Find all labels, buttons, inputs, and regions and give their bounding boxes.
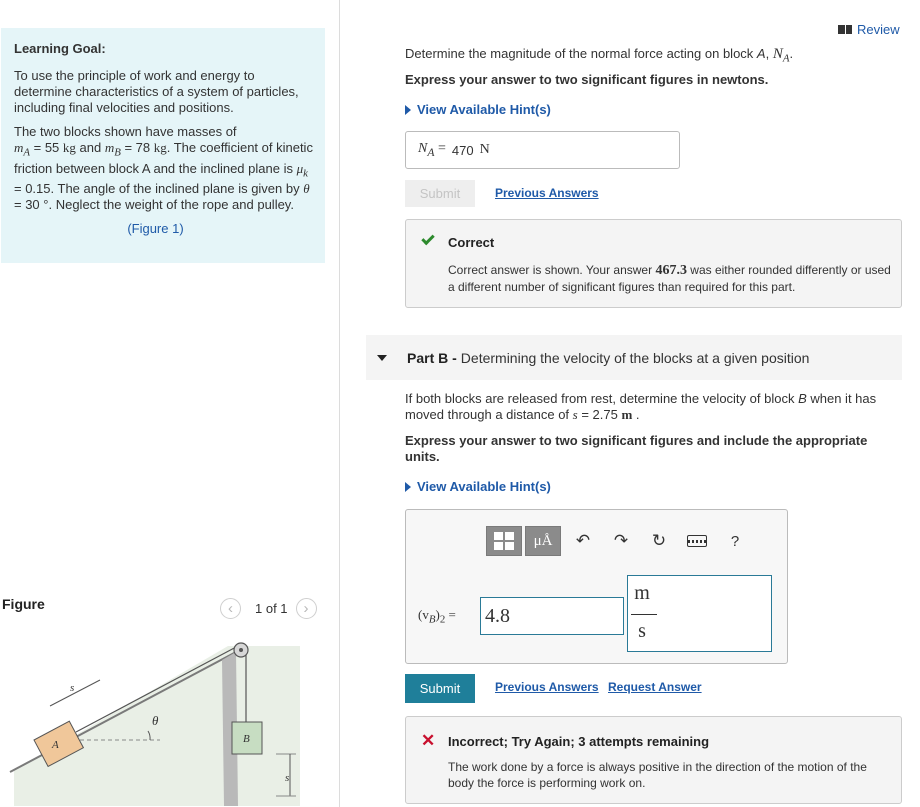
answer-a-var-symbol: N: [418, 141, 428, 157]
s-label-vertical: s: [285, 772, 290, 784]
var-close: ): [435, 607, 440, 622]
part-b-prompt-end: .: [632, 407, 640, 422]
var-sub: B: [428, 613, 436, 626]
answer-a-unit: N: [479, 142, 490, 157]
mass-a-symbol: m: [14, 140, 24, 155]
learning-goal-heading: Learning Goal:: [14, 41, 106, 56]
velocity-value-input[interactable]: 4.8: [480, 597, 624, 635]
answer-a-variable: [418, 141, 446, 159]
var-open: (v: [418, 607, 429, 622]
theta-label: θ: [152, 713, 159, 728]
feedback-incorrect-message: The work done by a force is always positive in the direction of the motion of the body the force is performing work on.: [448, 760, 867, 790]
unit-fraction-bar: [631, 614, 657, 615]
mu-symbol: μ: [296, 160, 304, 176]
checkmark-icon: [421, 232, 434, 245]
caret-right-icon: [405, 482, 411, 492]
feedback-incorrect-title: Incorrect; Try Again; 3 attempts remaining: [448, 734, 710, 749]
units-icon: μÅ: [533, 532, 553, 549]
mass-b-value: = 78: [120, 140, 154, 155]
part-b-feedback: [405, 716, 902, 804]
part-a-hints-label: View Available Hint(s): [417, 102, 551, 117]
theta-symbol: θ: [303, 181, 310, 197]
normal-force-symbol: N: [772, 46, 783, 62]
request-answer-link[interactable]: Request Answer: [608, 680, 702, 694]
units-button[interactable]: [525, 526, 561, 556]
prev-figure-button[interactable]: [220, 598, 241, 619]
mass-a-sub: A: [23, 146, 31, 159]
chevron-right-icon: ›: [303, 600, 309, 617]
math-toolbar: [486, 526, 754, 556]
figure-diagram: [0, 636, 330, 806]
desc-text-2: . The coefficient of kinetic friction between block A and the inclined plane is: [14, 140, 313, 176]
part-a-previous-answers-link[interactable]: Previous Answers: [495, 186, 599, 200]
reset-icon: ↻: [651, 531, 667, 550]
feedback-correct-message: [448, 262, 893, 295]
theta-value: = 30 °: [14, 197, 49, 213]
figure-link-wrap: [14, 221, 313, 237]
review-label: Review: [857, 22, 900, 37]
part-a-feedback: [405, 219, 902, 308]
close-x-icon: ✕: [421, 731, 436, 750]
left-panel: [0, 0, 340, 807]
figure-pager: [220, 598, 317, 619]
review-link[interactable]: [838, 22, 900, 37]
templates-icon: [494, 532, 514, 550]
redo-button[interactable]: [602, 526, 640, 556]
feedback-msg-pre: Correct answer is shown. Your answer: [448, 263, 656, 277]
s-label-incline: s: [70, 682, 75, 694]
answer-a-var-sub: A: [427, 145, 435, 159]
part-b-submit-button[interactable]: Submit: [405, 674, 475, 703]
feedback-answer-value: 467.3: [655, 263, 687, 278]
part-b-hints-toggle[interactable]: [405, 479, 551, 494]
help-button[interactable]: [716, 526, 754, 556]
feedback-correct-title: Correct: [448, 235, 495, 250]
desc-text-3: . The angle of the inclined plane is given by: [50, 181, 304, 197]
part-b-prompt: [405, 391, 895, 423]
part-a-sep: ,: [765, 46, 773, 61]
part-b-previous-answers-link[interactable]: Previous Answers: [495, 680, 599, 694]
mass-a-value: = 55: [30, 140, 63, 155]
chevron-left-icon: ‹: [228, 600, 233, 617]
learning-goal-text: To use the principle of work and energy to determine characteristics of a system of particles, including final velocities and positions.: [14, 68, 299, 115]
var-equals: =: [445, 607, 456, 622]
review-icon: [838, 25, 852, 34]
next-figure-button[interactable]: [296, 598, 317, 619]
part-a-block-name: A: [756, 46, 766, 61]
part-b-answer-editor: [405, 509, 788, 664]
answer-a-value: 470: [451, 142, 474, 158]
pager-text: 1 of 1: [255, 601, 288, 616]
caret-down-icon: [377, 355, 387, 361]
feedback-msg-post: was either rounded differently or used a different number of significant figures than required for this part.: [448, 263, 891, 294]
mass-b-symbol: m: [104, 140, 115, 155]
part-b-hints-label: View Available Hint(s): [417, 479, 551, 494]
learning-goal-box: [1, 28, 325, 263]
part-a-hints-toggle[interactable]: [405, 102, 551, 117]
distance-symbol: s: [572, 407, 578, 422]
part-b-instructions: Express your answer to two significant figures and include the appropriate units.: [405, 433, 868, 464]
desc-text-4: . Neglect the weight of the rope and pulley.: [48, 197, 294, 213]
and-text: and: [75, 140, 105, 155]
undo-button[interactable]: [564, 526, 602, 556]
mu-sub: k: [303, 167, 308, 180]
reset-button[interactable]: [640, 526, 678, 556]
unit-denominator: s: [638, 620, 646, 642]
answer-a-equals: =: [434, 141, 446, 157]
part-b-prompt-2: when it has moved through a distance of: [405, 391, 877, 422]
pulley-axle: [239, 648, 243, 652]
part-a-instructions: Express your answer to two significant figures in newtons.: [405, 72, 769, 87]
part-b-header[interactable]: [366, 335, 902, 380]
figure-link[interactable]: (Figure 1): [127, 221, 184, 237]
mu-value: = 0.15: [14, 181, 51, 197]
part-a-prompt-text: Determine the magnitude of the normal force acting on block: [405, 46, 757, 61]
s-dimension-line: [50, 680, 100, 706]
desc-text-1: The two blocks shown have masses of: [14, 124, 237, 139]
part-a-answer-box: [405, 131, 680, 169]
figure-heading: Figure: [2, 596, 45, 612]
help-icon: ?: [730, 532, 740, 550]
normal-force-sub: A: [782, 52, 790, 65]
caret-right-icon: [405, 105, 411, 115]
distance-unit: m: [621, 407, 633, 422]
mass-b-sub: B: [114, 146, 121, 159]
problem-description: [14, 124, 313, 213]
part-a-prompt: [405, 46, 793, 65]
part-b-label: Part B -: [407, 349, 457, 366]
distance-value: = 2.75: [577, 407, 622, 422]
part-b-prompt-1: If both blocks are released from rest, determine the velocity of block: [405, 391, 799, 406]
mass-b-unit: kg: [153, 140, 167, 155]
part-b-block-name: B: [798, 391, 807, 406]
redo-icon: ↷: [613, 531, 629, 550]
undo-icon: ↶: [575, 531, 591, 550]
velocity-variable-label: [418, 607, 456, 626]
keyboard-button[interactable]: [678, 526, 716, 556]
unit-numerator: m: [634, 582, 650, 604]
block-b-label: B: [243, 733, 250, 745]
keyboard-icon: [687, 535, 707, 547]
mass-a-unit: kg: [62, 140, 76, 155]
block-a-label: A: [52, 739, 59, 751]
part-a-submit-button: Submit: [405, 180, 475, 207]
part-a-prompt-end: .: [789, 46, 794, 61]
var-sub-2: 2: [439, 613, 446, 626]
velocity-unit-input[interactable]: [627, 575, 772, 652]
part-b-title: Determining the velocity of the blocks at a given position: [460, 349, 810, 366]
templates-button[interactable]: [486, 526, 522, 556]
